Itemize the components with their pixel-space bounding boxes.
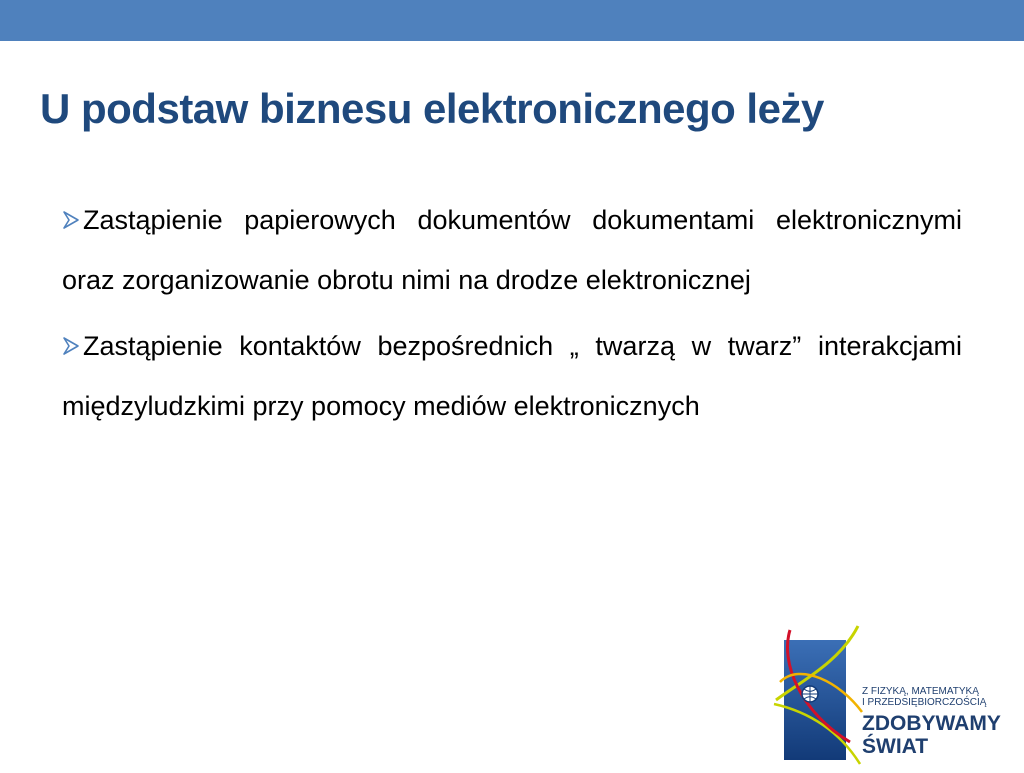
bullet-item <box>62 316 962 436</box>
bullet-list <box>62 190 962 442</box>
bullet-text: Zastąpienie papierowych dokumentów dokumentami elektronicznymi oraz zorganizowanie obrotu nimi na drodze elektronicznej <box>62 205 962 295</box>
arrow-bullet-icon <box>62 210 80 230</box>
zdobywamy-swiat-logo <box>770 622 1024 768</box>
logo-tagline-line1: Z FIZYKĄ, MATEMATYKĄ <box>862 686 979 697</box>
bullet-item <box>62 190 962 310</box>
logo-tagline-line2: I PRZEDSIĘBIORCZOŚCIĄ <box>862 697 987 708</box>
top-accent-bar <box>0 0 1024 41</box>
logo-tagline <box>862 686 986 708</box>
bullet-text: Zastąpienie kontaktów bezpośrednich „ twarzą w twarz” interakcjami międzyludzkimi przy pomocy mediów elektronicznych <box>62 331 962 421</box>
logo-wordmark-line2: ŚWIAT <box>862 735 929 758</box>
logo-wordmark <box>862 712 1001 758</box>
slide-title: U podstaw biznesu elektronicznego leży <box>40 85 824 132</box>
logo-wordmark-line1: ZDOBYWAMY <box>862 712 1001 735</box>
arrow-bullet-icon <box>62 336 80 356</box>
